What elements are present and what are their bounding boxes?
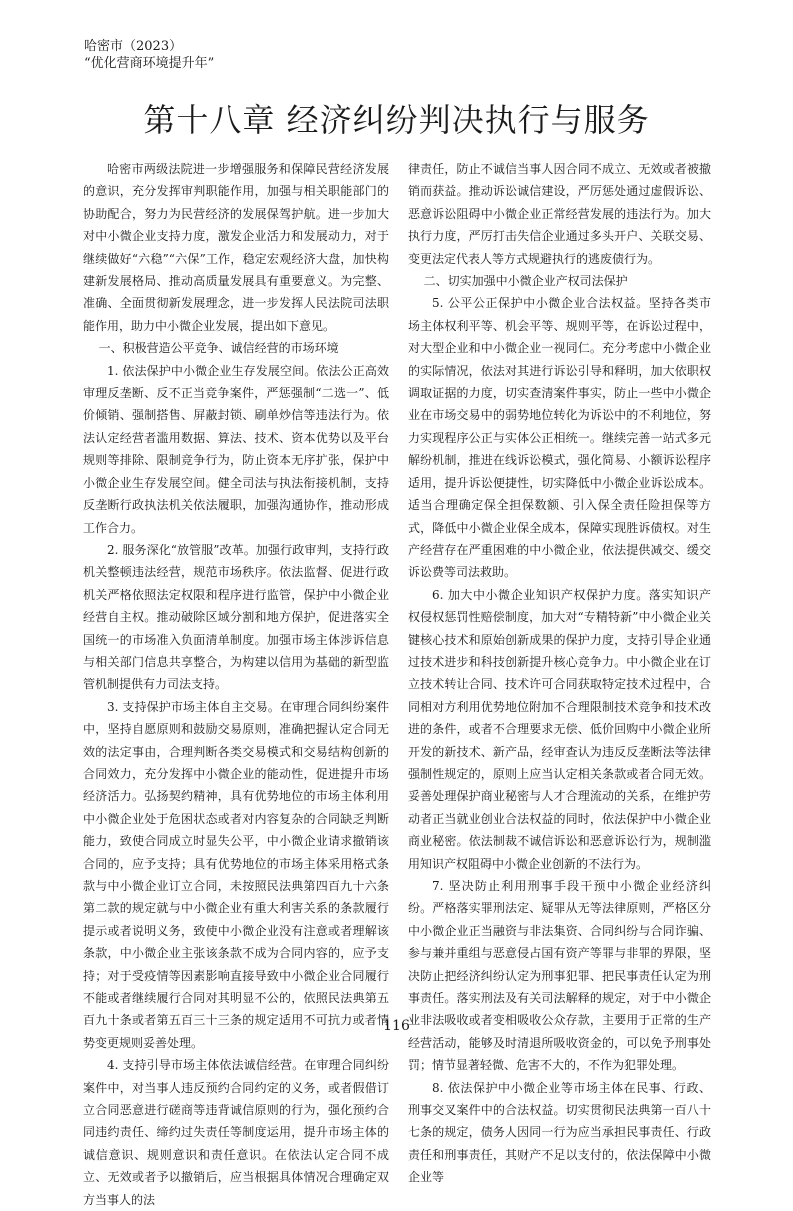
paragraph-item-2: 2. 服务深化“放管服”改革。加强行政审判，支持行政机关整顿违法经营，规范市场秩序。依法监督、促进行政机关严格依照法定权限和程序进行监管，保护中小微企业经营自主权。推动破除区域分割和地方保护，促进落实全国统一的市场准入负面清单制度。加强市场主体涉诉信息与相关部门信息共享整合，为构建以信用为基础的新型监管机制提供有力司法支持。: [83, 542, 389, 692]
paragraph-item-3: 3. 支持保护市场主体自主交易。在审理合同纠纷案件中，坚持自愿原则和鼓励交易原则，准确把握认定合同无效的法定事由，合理判断各类交易模式和交易结构创新的合同效力，充分发挥中小微企业的能动性，促进提升市场经济活力。弘扬契约精神，具有优势地位的市场主体利用中小微企业处于危困状态或者对内容复杂的合同缺乏判断能力，致使合同成立时显失公平，中小微企业请求撤销该合同的，应予支持；具有优势地位的市场主体采用格式条款与中小微企业订立合同，未按照民法典第四百九十六条第二款的规定就与中小微企业有重大利害关系的条款履行提示或者说明义务，致使中小微企业没有注意或者理解该条款，中小微企业主张该条款不成为合同内容的，应予支持；对于受疫情等因素影响直接导致中小微企业合同履行不能或者继续履行合同对其明显不公的，依照民法典第五百九十条或者第五百三十三条的规定适用不可抗力或者情势变更规则妥善处理。: [83, 699, 389, 1050]
header-yearbook-title: 哈密市（2023）: [84, 39, 183, 54]
intro-paragraph: 哈密市两级法院进一步增强服务和保障民营经济发展的意识，充分发挥审判职能作用，加强与相关职能部门的协助配合，努力为民营经济的发展保驾护航。进一步加大对中小微企业支持力度，激发企业活力和发展动力，对于继续做好“六稳”“六保”工作，稳定宏观经济大盘，加快构建新发展格局、推动高质量发展具有重要意义。为完整、准确、全面贯彻新发展理念，进一步发挥人民法院司法职能作用，助力中小微企业发展，提出如下意见。: [83, 162, 389, 333]
paragraph-continued: 律责任，防止不诚信当事人因合同不成立、无效或者被撤销而获益。推动诉讼诚信建设，严厉惩处通过虚假诉讼、恶意诉讼阻碍中小微企业正常经营发展的违法行为。加大执行力度，严厉打击失信企业通过多头开户、关联交易、变更法定代表人等方式规避执行的逃废债行为。: [408, 162, 711, 266]
paragraph-item-6: 6. 加大中小微企业知识产权保护力度。落实知识产权侵权惩罚性赔偿制度，加大对“专精特新”中小微企业关键核心技术和原始创新成果的保护力度，支持引导企业通过技术进步和科技创新提升核心竞争力。中小微企业在订立技术转让合同、技术许可合同获取特定技术过程中，合同相对方利用优势地位附加不合理限制技术竞争和技术改进的条件，或者不合理要求无偿、低价回购中小微企业所开发的新技术、新产品，经审查认为违反反垄断法等法律强制性规定的，原则上应当认定相关条款或者合同无效。妥善处理保护商业秘密与人才合理流动的关系，在维护劳动者正当就业创业合法权益的同时，依法保护中小微企业商业秘密。依法制裁不诚信诉讼和恶意诉讼行为，规制滥用知识产权阻碍中小微企业创新的不法行为。: [408, 587, 711, 871]
paragraph-item-8: 8. 依法保护中小微企业等市场主体在民事、行政、刑事交叉案件中的合法权益。切实贯彻民法典第一百八十七条的规定，债务人因同一行为应当承担民事责任、行政责任和刑事责任，其财产不足以支付的，依法保障中小微企业等: [408, 1080, 711, 1185]
running-header: [84, 38, 214, 72]
section-heading-2: 二、切实加强中小微企业产权司法保护: [423, 274, 628, 289]
section-heading-1: 一、积极营造公平竞争、诚信经营的市场环境: [98, 341, 339, 356]
right-column: [408, 158, 711, 1189]
chapter-title: 第十八章 经济纠纷判决执行与服务: [143, 101, 650, 139]
header-theme: “优化营商环境提升年”: [84, 56, 215, 71]
paragraph-item-4: 4. 支持引导市场主体依法诚信经营。在审理合同纠纷案件中，对当事人违反预约合同约定的义务，或者假借订立合同恶意进行磋商等违背诚信原则的行为，强化预约合同违约责任、缔约过失责任等制度运用，提升市场主体的诚信意识、规则意识和责任意识。在依法认定合同不成立、无效或者予以撤销后，应当根据具体情况合理确定双方当事人的法: [83, 1058, 389, 1207]
paragraph-item-7: 7. 坚决防止利用刑事手段干预中小微企业经济纠纷。严格落实罪刑法定、疑罪从无等法律原则，严格区分中小微企业正当融资与非法集资、合同纠纷与合同诈骗、参与兼并重组与恶意侵占国有资产等罪与非罪的界限，坚决防止把经济纠纷认定为刑事犯罪、把民事责任认定为刑事责任。落实刑法及有关司法解释的规定，对于中小微企业非法吸收或者变相吸收公众存款，主要用于正常的生产经营活动，能够及时清退所吸收资金的，可以免予刑事处罚；情节显著轻微、危害不大的，不作为犯罪处理。: [408, 879, 711, 1073]
left-column: [83, 158, 389, 1211]
page-number: 116: [383, 1018, 410, 1034]
paragraph-item-5: 5. 公平公正保护中小微企业合法权益。坚持各类市场主体权利平等、机会平等、规则平等，在诉讼过程中，对大型企业和中小微企业一视同仁。充分考虑中小微企业的实际情况，依法对其进行诉讼引导和释明，加大依职权调取证据的力度，切实查清案件事实，防止一些中小微企业在市场交易中的弱势地位转化为诉讼中的不利地位，努力实现程序公正与实体公正相统一。继续完善一站式多元解纷机制，推进在线诉讼模式，强化简易、小额诉讼程序适用，提升诉讼便捷性，切实降低中小微企业诉讼成本。适当合理确定保全担保数额、引入保全责任险担保等方式，降低中小微企业保全成本，保障实现胜诉债权。对生产经营存在严重困难的中小微企业，依法提供减交、缓交诉讼费等司法救助。: [408, 296, 711, 580]
paragraph-item-1: 1. 依法保护中小微企业生存发展空间。依法公正高效审理反垄断、反不正当竞争案件，严惩强制“二选一”、低价倾销、强制搭售、屏蔽封锁、刷单炒信等违法行为。依法认定经营者滥用数据、算法、技术、资本优势以及平台规则等排除、限制竞争行为，防止资本无序扩张，保护中小微企业生存发展空间。健全司法与执法衔接机制，支持反垄断行政执法机关依法履职，加强沟通协作，推动形成工作合力。: [83, 363, 389, 535]
